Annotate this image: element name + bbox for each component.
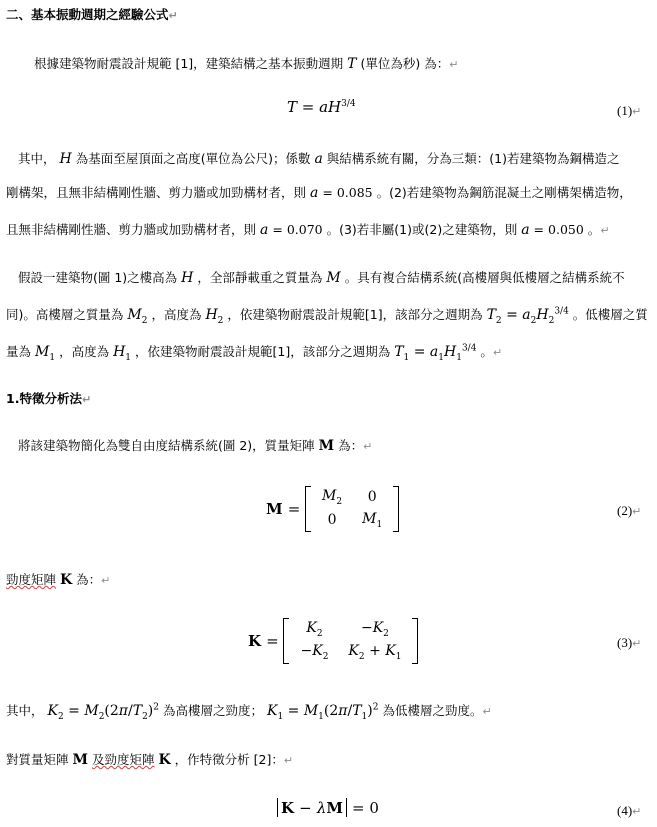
paragraph-building-line-1: 假設一建築物(圖 1)之樓高為 H ，全部靜載重之質量為 M 。具有複合結構系統(高樓層與低樓層之結構系統不 [18,270,625,286]
paragraph-coefficient-line-3: 且無非結構剛性牆、剪力牆或加勁構材者，則 a = 0.070 。(3)若非屬(1)或(2)之建築物，則 a = 0.050 。↵ [6,222,610,238]
paragraph-stiffness-definitions: 其中， $K_2 = M_2(2\pi/T_2)^2$ 為高樓層之勁度； $K_1 = M_1(2\pi/T_1)^2$ 為低樓層之勁度。↵ [6,702,492,722]
paragraph-period-definition: 根據建築物耐震設計規範 [1]，建築結構之基本振動週期 T (單位為秒) 為：↵ [34,56,459,72]
equation-4: K − λM = 0 [277,798,379,817]
equation-3: K = $K_2$ $-K_2$ $-K_2$ $K_2 + K_1$ [248,618,418,664]
paragraph-coefficient-line-1: 其中， H 為基面至屋頂面之高度(單位為公尺)；係數 a 與結構系統有關，分為三類：(1)若建築物為鋼構造之 [18,151,620,167]
paragraph-building-line-2: 同)。高樓層之質量為 $M_2$ ，高度為 $H_2$ ，依建築物耐震設計規範[1]，該部分之週期為 $T_2 = a_2H_2^{3/4}$ 。低樓層之質 [6,306,648,326]
paragraph-building-line-3: 量為 $M_1$ ，高度為 $H_1$ ，依建築物耐震設計規範[1]，該部分之週期為 $T_1 = a_1H_1^{3/4}$ 。↵ [6,343,503,363]
paragraph-stiffness-matrix: 勁度矩陣 K 為：↵ [6,572,111,588]
stiffness-matrix: $K_2$ $-K_2$ $-K_2$ $K_2 + K_1$ [283,618,418,664]
equation-2: M = $M_2$ 0 0 $M_1$ [266,486,399,532]
paragraph-eigen-analysis: 對質量矩陣 M 及勁度矩陣 K ，作特徵分析 [2]：↵ [6,752,294,768]
equation-1: $T = aH^{3/4}$ [287,98,356,116]
equation-number-3: (3)↵ [617,635,642,650]
paragraph-mass-matrix: 將該建築物簡化為雙自由度結構系統(圖 2)，質量矩陣 M 為：↵ [18,438,373,454]
equation-number-4: (4)↵ [617,803,642,818]
subsection-heading: 1.特徵分析法↵ [6,391,92,406]
section-heading: 二、基本振動週期之經驗公式↵ [6,7,178,22]
equation-number-2: (2)↵ [617,503,642,518]
equation-number-1: (1)↵ [617,103,642,118]
paragraph-coefficient-line-2: 剛構架，且無非結構剛性牆、剪力牆或加勁構材者，則 a = 0.085 。(2)若建築物為鋼筋混凝土之剛構架構造物， [6,185,632,201]
mass-matrix: $M_2$ 0 0 $M_1$ [305,486,399,532]
